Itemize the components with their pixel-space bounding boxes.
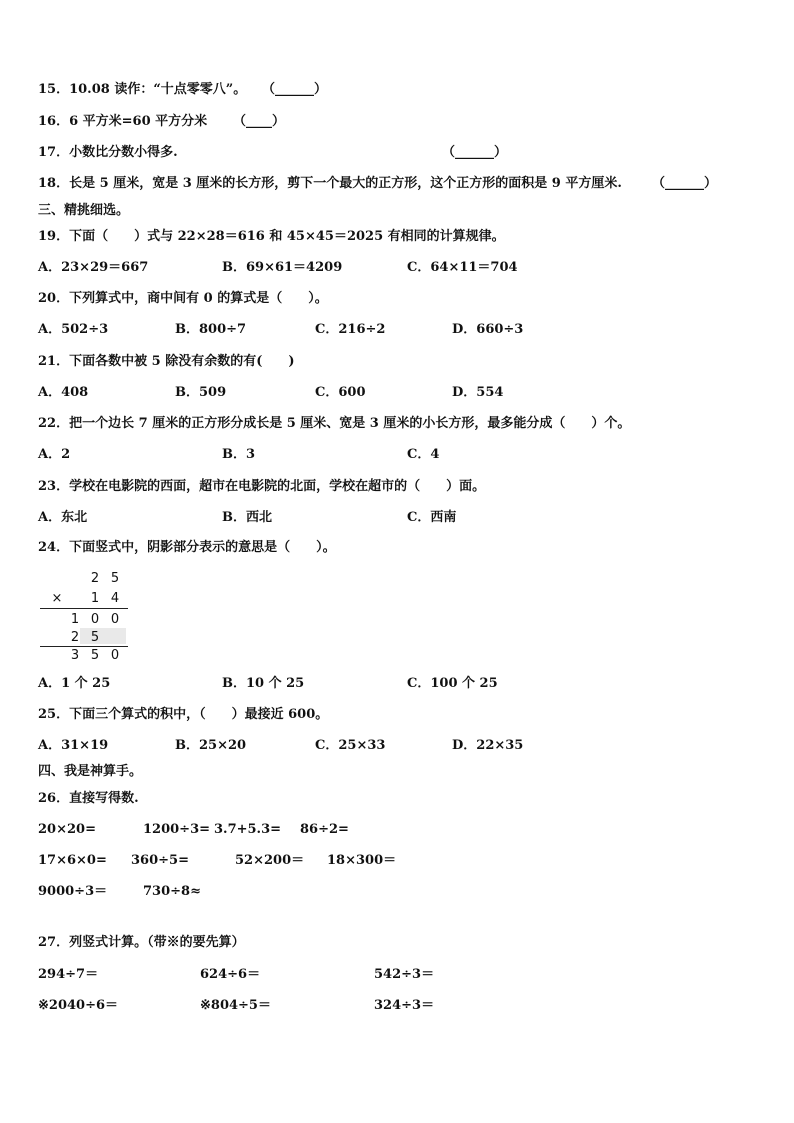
q19-option-a[interactable]: A．23×29＝667 (38, 260, 149, 275)
q26-problem[interactable]: 9000÷3＝ (38, 884, 108, 899)
q20-stem: 20．下列算式中，商中间有 0 的算式是（ ）。 (38, 291, 328, 306)
q27-stem: 27．列竖式计算。（带※的要先算） (38, 935, 245, 950)
q21-option-a[interactable]: A．408 (38, 385, 89, 400)
q26-problem[interactable]: 730÷8≈ (143, 884, 201, 899)
product-digit: 0 (110, 648, 120, 663)
q19-option-b[interactable]: B．69×61＝4209 (222, 260, 343, 275)
q26-stem: 26．直接写得数. (38, 791, 139, 806)
q25-option-b[interactable]: B．25×20 (175, 738, 247, 753)
q26-problem[interactable]: 20×20= (38, 822, 96, 837)
shaded-digit: 2 (70, 630, 80, 645)
q20-option-d[interactable]: D．660÷3 (452, 322, 524, 337)
sum-rule (40, 646, 128, 647)
q24-stem: 24．下面竖式中，阴影部分表示的意思是（ ）。 (38, 540, 336, 555)
multiply-sign: × (51, 591, 63, 606)
q21-stem: 21．下面各数中被 5 除没有余数的有( ) (38, 354, 295, 369)
q19-stem: 19．下面（ ）式与 22×28＝616 和 45×45＝2025 有相同的计算规律。 (38, 229, 505, 244)
product-digit: 5 (90, 648, 100, 663)
q22-option-c[interactable]: C．4 (407, 447, 440, 462)
q18-text: 18．长是 5 厘米，宽是 3 厘米的长方形，剪下一个最大的正方形，这个正方形的面积是 9 平方厘米. (38, 176, 622, 191)
q18-answer-blank[interactable]: （______） (652, 176, 718, 191)
q23-stem: 23．学校在电影院的西面，超市在电影院的北面，学校在超市的（ ）面。 (38, 479, 486, 494)
multiplicand-digit: 5 (110, 571, 120, 586)
q23-option-c[interactable]: C．西南 (407, 510, 457, 525)
q27-problem[interactable]: 324÷3＝ (374, 998, 435, 1013)
q27-problem[interactable]: 624÷6＝ (200, 967, 261, 982)
q25-option-a[interactable]: A．31×19 (38, 738, 109, 753)
q17-answer-blank[interactable]: （______） (442, 145, 508, 160)
product-rule (40, 608, 128, 609)
q22-option-a[interactable]: A．2 (38, 447, 71, 462)
q20-option-a[interactable]: A．502÷3 (38, 322, 109, 337)
q15-answer-blank[interactable]: （______） (262, 82, 328, 97)
q22-stem: 22．把一个边长 7 厘米的正方形分成长是 5 厘米、宽是 3 厘米的小长方形，最多能分成（ ）个。 (38, 416, 631, 431)
q21-option-b[interactable]: B．509 (175, 385, 227, 400)
q25-option-d[interactable]: D．22×35 (452, 738, 524, 753)
q27-problem[interactable]: 294÷7＝ (38, 967, 99, 982)
q21-option-c[interactable]: C．600 (315, 385, 366, 400)
partial-product-digit: 0 (90, 612, 100, 627)
section-heading-4: 四、我是神算手。 (38, 764, 143, 779)
q26-problem[interactable]: 18×300＝ (327, 853, 397, 868)
q26-problem[interactable]: 52×200＝ (235, 853, 305, 868)
q23-option-b[interactable]: B．西北 (222, 510, 272, 525)
q16-answer-blank[interactable]: （____） (233, 114, 286, 129)
multiplier-digit: 4 (110, 591, 120, 606)
q23-option-a[interactable]: A．东北 (38, 510, 88, 525)
q25-option-c[interactable]: C．25×33 (315, 738, 386, 753)
q27-problem[interactable]: ※804÷5＝ (200, 998, 271, 1013)
q19-option-c[interactable]: C．64×11＝704 (407, 260, 518, 275)
shaded-digit: 5 (90, 630, 100, 645)
q27-problem[interactable]: 542÷3＝ (374, 967, 435, 982)
q26-problem[interactable]: 17×6×0= (38, 853, 107, 868)
q24-option-a[interactable]: A．1 个 25 (38, 676, 111, 691)
q26-problem[interactable]: 1200÷3= (143, 822, 211, 837)
partial-product-digit: 1 (70, 612, 80, 627)
q21-option-d[interactable]: D．554 (452, 385, 504, 400)
q24-option-c[interactable]: C．100 个 25 (407, 676, 498, 691)
q20-option-c[interactable]: C．216÷2 (315, 322, 386, 337)
q26-problem[interactable]: 86÷2= (300, 822, 349, 837)
q26-problem[interactable]: 360÷5= (131, 853, 189, 868)
q25-stem: 25．下面三个算式的积中，（ ）最接近 600。 (38, 707, 329, 722)
q15-text: 15．10.08 读作：“十点零零八”。 (38, 82, 247, 97)
q26-problem[interactable]: 3.7+5.3= (214, 822, 282, 837)
product-digit: 3 (70, 648, 80, 663)
q22-option-b[interactable]: B．3 (222, 447, 256, 462)
q17-text: 17．小数比分数小得多. (38, 145, 178, 160)
multiplier-digit: 1 (90, 591, 100, 606)
multiplicand-digit: 2 (90, 571, 100, 586)
q24-option-b[interactable]: B．10 个 25 (222, 676, 305, 691)
q27-problem[interactable]: ※2040÷6＝ (38, 998, 119, 1013)
partial-product-digit: 0 (110, 612, 120, 627)
q16-text: 16．6 平方米=60 平方分米 (38, 114, 208, 129)
vertical-multiplication (40, 572, 160, 682)
q20-option-b[interactable]: B．800÷7 (175, 322, 247, 337)
section-heading-3: 三、精挑细选。 (38, 203, 130, 218)
